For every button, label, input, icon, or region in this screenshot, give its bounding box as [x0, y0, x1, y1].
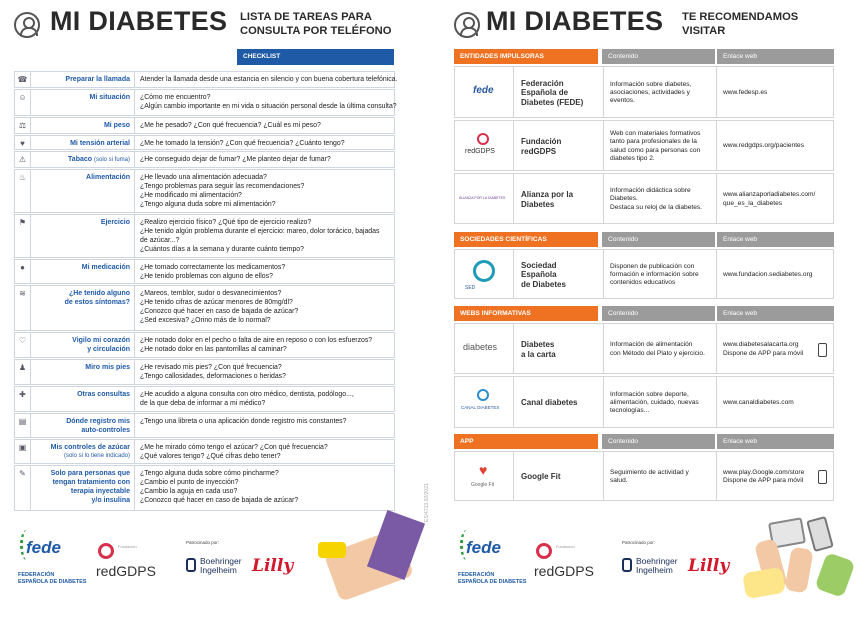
resource-content-line: formación e información sobre	[610, 270, 699, 278]
tobacco-icon: ⚠	[15, 152, 31, 167]
column-header-content: Contenido	[602, 49, 715, 64]
resource-name-line: de Diabetes	[521, 279, 566, 289]
resource-link[interactable]	[723, 89, 819, 98]
sleeve-illustration	[367, 510, 425, 580]
diabetes-carta-logo: diabetes	[463, 342, 498, 352]
heart-icon: ♡	[15, 333, 31, 357]
column-header-content: Contenido	[602, 434, 715, 449]
redgdps-icon	[477, 133, 489, 145]
resource-content	[603, 67, 717, 117]
resource-link[interactable]	[723, 341, 819, 358]
boehringer-logo: Boehringer Ingelheim	[636, 556, 678, 575]
checklist-row	[14, 151, 395, 168]
resource-content-line: Información sobre deporte,	[610, 390, 689, 398]
page-title: MI DIABETES	[486, 6, 664, 36]
resource-content	[603, 121, 717, 170]
resource-name	[521, 398, 601, 408]
resource-row	[454, 451, 834, 501]
checklist-row-questions: ¿He tomado correctamente los medicamentos? ¿He tenido problemas con alguno de ellos?	[140, 264, 286, 280]
resource-content	[603, 452, 717, 500]
resource-content-line: Información de alimentación	[610, 341, 693, 349]
resource-content	[603, 174, 717, 223]
checklist-row	[14, 413, 395, 438]
column-header-content: Contenido	[602, 306, 715, 321]
sed-icon	[473, 260, 495, 282]
mobile-app-icon	[818, 343, 827, 357]
phone-icon: ☎	[15, 72, 31, 87]
checklist-row	[14, 359, 395, 385]
google-fit-icon: ♥	[479, 462, 488, 478]
resource-row	[454, 376, 834, 428]
checklist-row-label: Ejercicio	[32, 215, 135, 257]
resource-link-line: Dispone de APP para móvil	[723, 349, 804, 357]
resource-name-line: Alianza por la	[521, 190, 574, 199]
redgdps-icon	[536, 543, 552, 559]
scale-icon: ⚖	[15, 118, 31, 133]
resource-content	[603, 250, 717, 298]
resource-logo	[455, 250, 514, 298]
glucometer-icon	[318, 542, 346, 558]
resource-link-line: www.fundacion.sediabetes.org	[723, 270, 813, 278]
document-code: ES/4713.02/2021	[424, 483, 430, 522]
column-header-web: Enlace web	[717, 434, 834, 449]
checklist-row	[14, 332, 395, 358]
resource-content-line: Información didáctica sobre	[610, 187, 691, 195]
person-icon	[14, 12, 40, 38]
checklist-row-label: Mi medicación	[32, 260, 135, 283]
resource-content-line: con Método del Plato y ejercicio.	[610, 349, 705, 357]
resource-row	[454, 173, 834, 224]
resource-name-line: Fundación	[521, 137, 562, 146]
resource-name	[521, 190, 601, 209]
checklist-row-questions: ¿Me he tomado la tensión? ¿Con qué frecuencia? ¿Cuánto tengo?	[140, 140, 345, 147]
resource-name-line: Sociedad	[521, 260, 557, 270]
sed-logo-text: SED	[465, 285, 476, 291]
section-header: SOCIEDADES CIENTÍFICAS	[454, 232, 598, 247]
checklist-row-label: Tabaco (solo si fuma)	[32, 152, 135, 167]
resource-name-line: a la carta	[521, 349, 556, 359]
resource-content-line: Diabetes.	[610, 195, 638, 203]
resource-logo	[455, 324, 514, 373]
resource-logo	[455, 452, 514, 500]
symptoms-icon: ≋	[15, 286, 31, 330]
checklist-row	[14, 465, 395, 511]
checklist-row-questions: ¿He notado dolor en el pecho o falta de aire en reposo o con los esfuerzos? ¿He notado dolor en las pantorrillas al caminar?	[140, 337, 373, 353]
resource-row	[454, 323, 834, 374]
page-subtitle: TE RECOMENDAMOS VISITAR	[682, 11, 799, 37]
resource-content-line: Web con materiales formativos	[610, 130, 701, 138]
checklist-header: CHECKLIST	[237, 49, 394, 65]
resource-link-line: Dispone de APP para móvil	[723, 477, 804, 484]
other-consult-icon: ✚	[15, 387, 31, 411]
resource-link-line: www.alianzaporladiabetes.com/	[723, 191, 816, 198]
left-page: MI DIABETES LISTA DE TAREAS PARA CONSULTA POR TELÉFONO CHECKLIST ☎ Preparar la llamada Atender la llamada desde una estancia en silencio y con buena cobertura telefónica. ☺ Mi situación ¿Cómo me encuentro? ¿Algún cambio importante en mi vida o situación personal desde la última consulta? ⚖ Mi peso ¿Me he pesado? ¿Con qué frecuencia? ¿Cuál es mi peso? ♥ Mi tensión arterial ¿Me he tomado la tensión? ¿Con qué frecuencia? ¿Cuánto tengo? ⚠ Tabaco (solo si fuma) ¿He conseguido dejar de fumar? ¿Me planteo dejar de fumar? ♨ Alimentación ¿He llevado una alimentación adecuada? ¿Tengo problemas para seguir las recomendaciones? ¿He modificado mi alimentación? ¿Tengo alguna duda sobre mi alimentación? ⚑ Ejercicio ¿Realizo ejercicio físico? ¿Qué tipo de ejercicio realizo? ¿He tenido algún problema durante el ejercicio: mareo, dolor torácico, bajadas de azúcar...? ¿Cuántos días a la semana y durante cuánto tiempo? ● Mi medicación ¿He tomado correctamente los medicamentos? ¿He tenido problemas con alguno de ellos? ≋ ¿He tenido alguno de estos síntomas? ¿Mareos, temblor, sudor o desvanecimientos? ¿He tenido cifras de azúcar menores de 80mg/dl? ¿Conozco qué hacer en caso de bajada de azúcar? ¿Sed excesiva? ¿Orino más de lo normal? ♡ Vigilo mi corazón y circulación ¿He notado dolor en el pecho o falta de aire en reposo o con los esfuerzos? ¿He notado dolor en las pantorrillas al caminar? ♟ Miro mis pies ¿He revisado mis pies? ¿Con qué frecuencia? ¿Tengo callosidades, deformaciones o heridas? ✚ Otras consultas ¿He acudido a alguna consulta con otro médico, dentista, podólogo..., de la que deba de informar a mi médico? ▤ Dónde registro mis auto-controles ¿Tengo una libreta o una aplicación donde registro mis constantes? ▣ Mis controles de azúcar (solo si lo tiene indicado) ¿Me he mirado cómo tengo el azúcar? ¿Con qué frecuencia? ¿Qué valores tengo? ¿Qué cifras debo tener? ✎ Solo para personas que tengan tratamiento con terapia inyectable y/o insulina ¿Tengo alguna duda sobre cómo pincharme? ¿Cambio el punto de inyección? ¿Cambio la aguja en cada uso? ¿Conozco qué hacer en caso de bajada de azúcar? fede FEDERACIÓN ESPAÑOLA DE DIABETES Fundación redGDPS Patrocinado por: Boehringer Ingelheim Lilly ES/4713.02/2021	[0, 0, 433, 626]
resource-content	[603, 377, 717, 427]
column-header-content: Contenido	[602, 232, 715, 247]
checklist-row-questions: ¿He acudido a alguna consulta con otro médico, dentista, podólogo..., de la que deba de informar a mi médico?	[140, 391, 354, 407]
checklist-row	[14, 169, 395, 213]
fede-logo: fede	[26, 538, 61, 557]
redgdps-logo: redGDPS	[96, 563, 156, 579]
checklist-row-label: Mi peso	[32, 118, 135, 133]
resource-name	[521, 137, 601, 156]
blood-pressure-icon: ♥	[15, 136, 31, 149]
checklist-row-label: Otras consultas	[32, 387, 135, 411]
column-header-web: Enlace web	[717, 232, 834, 247]
resource-content-line: diabetes tipo 2.	[610, 154, 655, 162]
resource-name-line: Federación	[521, 78, 564, 88]
checklist-row-questions: ¿He conseguido dejar de fumar? ¿Me planteo dejar de fumar?	[140, 156, 331, 163]
resource-content-line: salud.	[610, 477, 628, 484]
resource-content-line: Seguimiento de actividad y	[610, 468, 689, 476]
notebook-icon: ▤	[15, 414, 31, 437]
resource-logo	[455, 377, 514, 427]
column-header-web: Enlace web	[717, 306, 834, 321]
sponsor-caption: Patrocinado por:	[186, 540, 220, 545]
resource-name-line: Diabetes	[521, 199, 555, 209]
resource-link[interactable]	[723, 271, 819, 280]
column-header-web: Enlace web	[717, 49, 834, 64]
resource-name-line: Española de	[521, 88, 569, 98]
resource-link[interactable]	[723, 191, 819, 208]
resource-content-line: salud como para personas con	[610, 146, 701, 154]
resource-name	[521, 261, 601, 290]
fede-logo: fede	[466, 538, 501, 557]
pill-icon: ●	[15, 260, 31, 283]
redgdps-icon	[98, 543, 114, 559]
checklist-row	[14, 439, 395, 464]
boehringer-icon	[622, 558, 632, 572]
resource-row	[454, 120, 834, 171]
redgdps-logo: redGDPS	[534, 563, 594, 579]
checklist-row-label: ¿He tenido alguno de estos síntomas?	[32, 286, 135, 330]
boehringer-icon	[186, 558, 196, 572]
google-fit-logo-text: Google Fit	[471, 482, 495, 488]
checklist-row-label: Mi situación	[32, 90, 135, 115]
resource-link-line: www.fedesp.es	[723, 88, 768, 96]
checklist-row-questions: ¿Me he mirado cómo tengo el azúcar? ¿Con qué frecuencia? ¿Qué valores tengo? ¿Qué cifras debo tener?	[140, 444, 328, 460]
section-header: WEBS INFORMATIVAS	[454, 306, 598, 321]
resource-row	[454, 249, 834, 299]
checklist-row-label: Vigilo mi corazón y circulación	[32, 333, 135, 357]
checklist-row	[14, 386, 395, 412]
checklist-row-questions: ¿Tengo alguna duda sobre cómo pincharme? ¿Cambio el punto de inyección? ¿Cambio la aguja en cada uso? ¿Conozco qué hacer en caso de bajada de azúcar?	[140, 470, 299, 504]
resource-logo	[455, 174, 514, 223]
resource-name-line: Diabetes	[521, 340, 555, 349]
checklist-row-label: Alimentación	[32, 170, 135, 212]
alianza-logo: ALIANZA POR LA DIABETES	[459, 196, 506, 200]
resource-name-line: Google Fit	[521, 472, 561, 482]
resource-link-line: www.diabetesalacarta.org	[723, 341, 799, 348]
resource-content-line: tanto para profesionales de la	[610, 138, 697, 146]
resource-content-line: Disponen de publicación con	[610, 262, 695, 270]
checklist-row	[14, 135, 395, 150]
fede-caption: FEDERACIÓN ESPAÑOLA DE DIABETES	[18, 572, 87, 585]
checklist-row-label: Mis controles de azúcar (solo si lo tiene indicado)	[32, 440, 135, 463]
checklist-row-questions: ¿Realizo ejercicio físico? ¿Qué tipo de ejercicio realizo? ¿He tenido algún problema durante el ejercicio: mareo, dolor torácico, bajadas de azúcar...? ¿Cuántos días a la semana y durante cuánto tiempo?	[140, 219, 380, 253]
mobile-app-icon	[818, 470, 827, 484]
exercise-icon: ⚑	[15, 215, 31, 257]
checklist-row-label: Mi tensión arterial	[32, 136, 135, 149]
resource-name	[521, 79, 601, 108]
resource-link-line: www.canaldiabetes.com	[723, 398, 794, 406]
checklist-row	[14, 259, 395, 284]
resource-link[interactable]	[723, 469, 819, 486]
checklist-row-label: Miro mis pies	[32, 360, 135, 384]
checklist-row-questions: ¿Cómo me encuentro? ¿Algún cambio importante en mi vida o situación personal desde la última consulta?	[140, 94, 397, 110]
resource-content	[603, 324, 717, 373]
resource-name-line: Española	[521, 270, 557, 280]
resource-content-line: Destaca su reloj de la diabetes.	[610, 203, 703, 211]
redgdps-logo-text: redGDPS	[465, 148, 495, 155]
canal-diabetes-logo-text: CANAL DIABETES	[461, 405, 500, 410]
person-icon: ☺	[15, 90, 31, 115]
food-icon: ♨	[15, 170, 31, 212]
checklist-row	[14, 89, 395, 116]
resource-name-line: Canal diabetes	[521, 398, 578, 408]
resource-content-line: Información sobre diabetes,	[610, 80, 692, 88]
resource-name	[521, 340, 601, 359]
resource-content-line: asociaciones, actividades y	[610, 88, 690, 96]
section-header: APP	[454, 434, 598, 449]
foot-icon: ♟	[15, 360, 31, 384]
checklist-row-questions: ¿Me he pesado? ¿Con qué frecuencia? ¿Cuál es mi peso?	[140, 122, 321, 129]
checklist-row-questions: Atender la llamada desde una estancia en silencio y con buena cobertura telefónica.	[140, 76, 398, 83]
resource-link-line: www.play.Google.com/store	[723, 468, 805, 476]
sponsor-caption: Patrocinado por:	[622, 540, 656, 545]
checklist-row	[14, 71, 398, 88]
checklist-row	[14, 117, 395, 134]
checklist-row-questions: ¿He llevado una alimentación adecuada? ¿Tengo problemas para seguir las recomendaciones? ¿He modificado mi alimentación? ¿Tengo alguna duda sobre mi alimentación?	[140, 174, 305, 208]
checklist-row-label: Dónde registro mis auto-controles	[32, 414, 135, 437]
resource-content-line: eventos.	[610, 97, 635, 105]
person-icon	[454, 12, 480, 38]
checklist-row	[14, 285, 395, 331]
checklist-row	[14, 214, 395, 258]
glucometer-icon: ▣	[15, 440, 31, 463]
checklist-row-label: Preparar la llamada	[32, 72, 135, 87]
section-header: ENTIDADES IMPULSORAS	[454, 49, 598, 64]
checklist-row-questions: ¿Tengo una libreta o una aplicación donde registro mis constantes?	[140, 418, 347, 425]
resource-link-line: que_es_la_diabetes	[723, 199, 783, 207]
resource-row	[454, 66, 834, 118]
resource-link-line: www.redgdps.org/pacientes	[723, 142, 805, 150]
lilly-logo: Lilly	[688, 556, 730, 576]
checklist-row-questions: ¿He revisado mis pies? ¿Con qué frecuencia? ¿Tengo callosidades, deformaciones o heridas?	[140, 364, 286, 380]
resource-name	[521, 472, 601, 482]
page-title: MI DIABETES	[50, 6, 228, 36]
checklist-row-questions: ¿Mareos, temblor, sudor o desvanecimientos? ¿He tenido cifras de azúcar menores de 80mg/dl? ¿Conozco qué hacer en caso de bajada de azúcar? ¿Sed excesiva? ¿Orino más de lo normal?	[140, 290, 299, 324]
lilly-logo: Lilly	[252, 556, 294, 576]
resource-link[interactable]	[723, 399, 819, 408]
page-subtitle: LISTA DE TAREAS PARA CONSULTA POR TELÉFONO	[240, 11, 392, 37]
resource-content-line: tecnologías...	[610, 407, 650, 415]
fede-caption: FEDERACIÓN ESPAÑOLA DE DIABETES	[458, 572, 527, 585]
resource-name-line: redGDPS	[521, 146, 557, 156]
resource-name-line: Diabetes (FEDE)	[521, 97, 584, 107]
resource-link[interactable]	[723, 142, 819, 151]
boehringer-logo: Boehringer Ingelheim	[200, 556, 242, 575]
resource-content-line: contenidos educativos	[610, 279, 676, 287]
resource-content-line: alimentación, cuidado, nuevas	[610, 398, 699, 406]
checklist-row-label: Solo para personas que tengan tratamiento con terapia inyectable y/o insulina	[32, 466, 135, 510]
resource-logo	[455, 67, 514, 117]
insulin-pen-icon: ✎	[15, 466, 31, 510]
canal-diabetes-icon	[477, 389, 489, 401]
resource-logo	[455, 121, 514, 170]
fede-logo: fede	[473, 85, 494, 96]
